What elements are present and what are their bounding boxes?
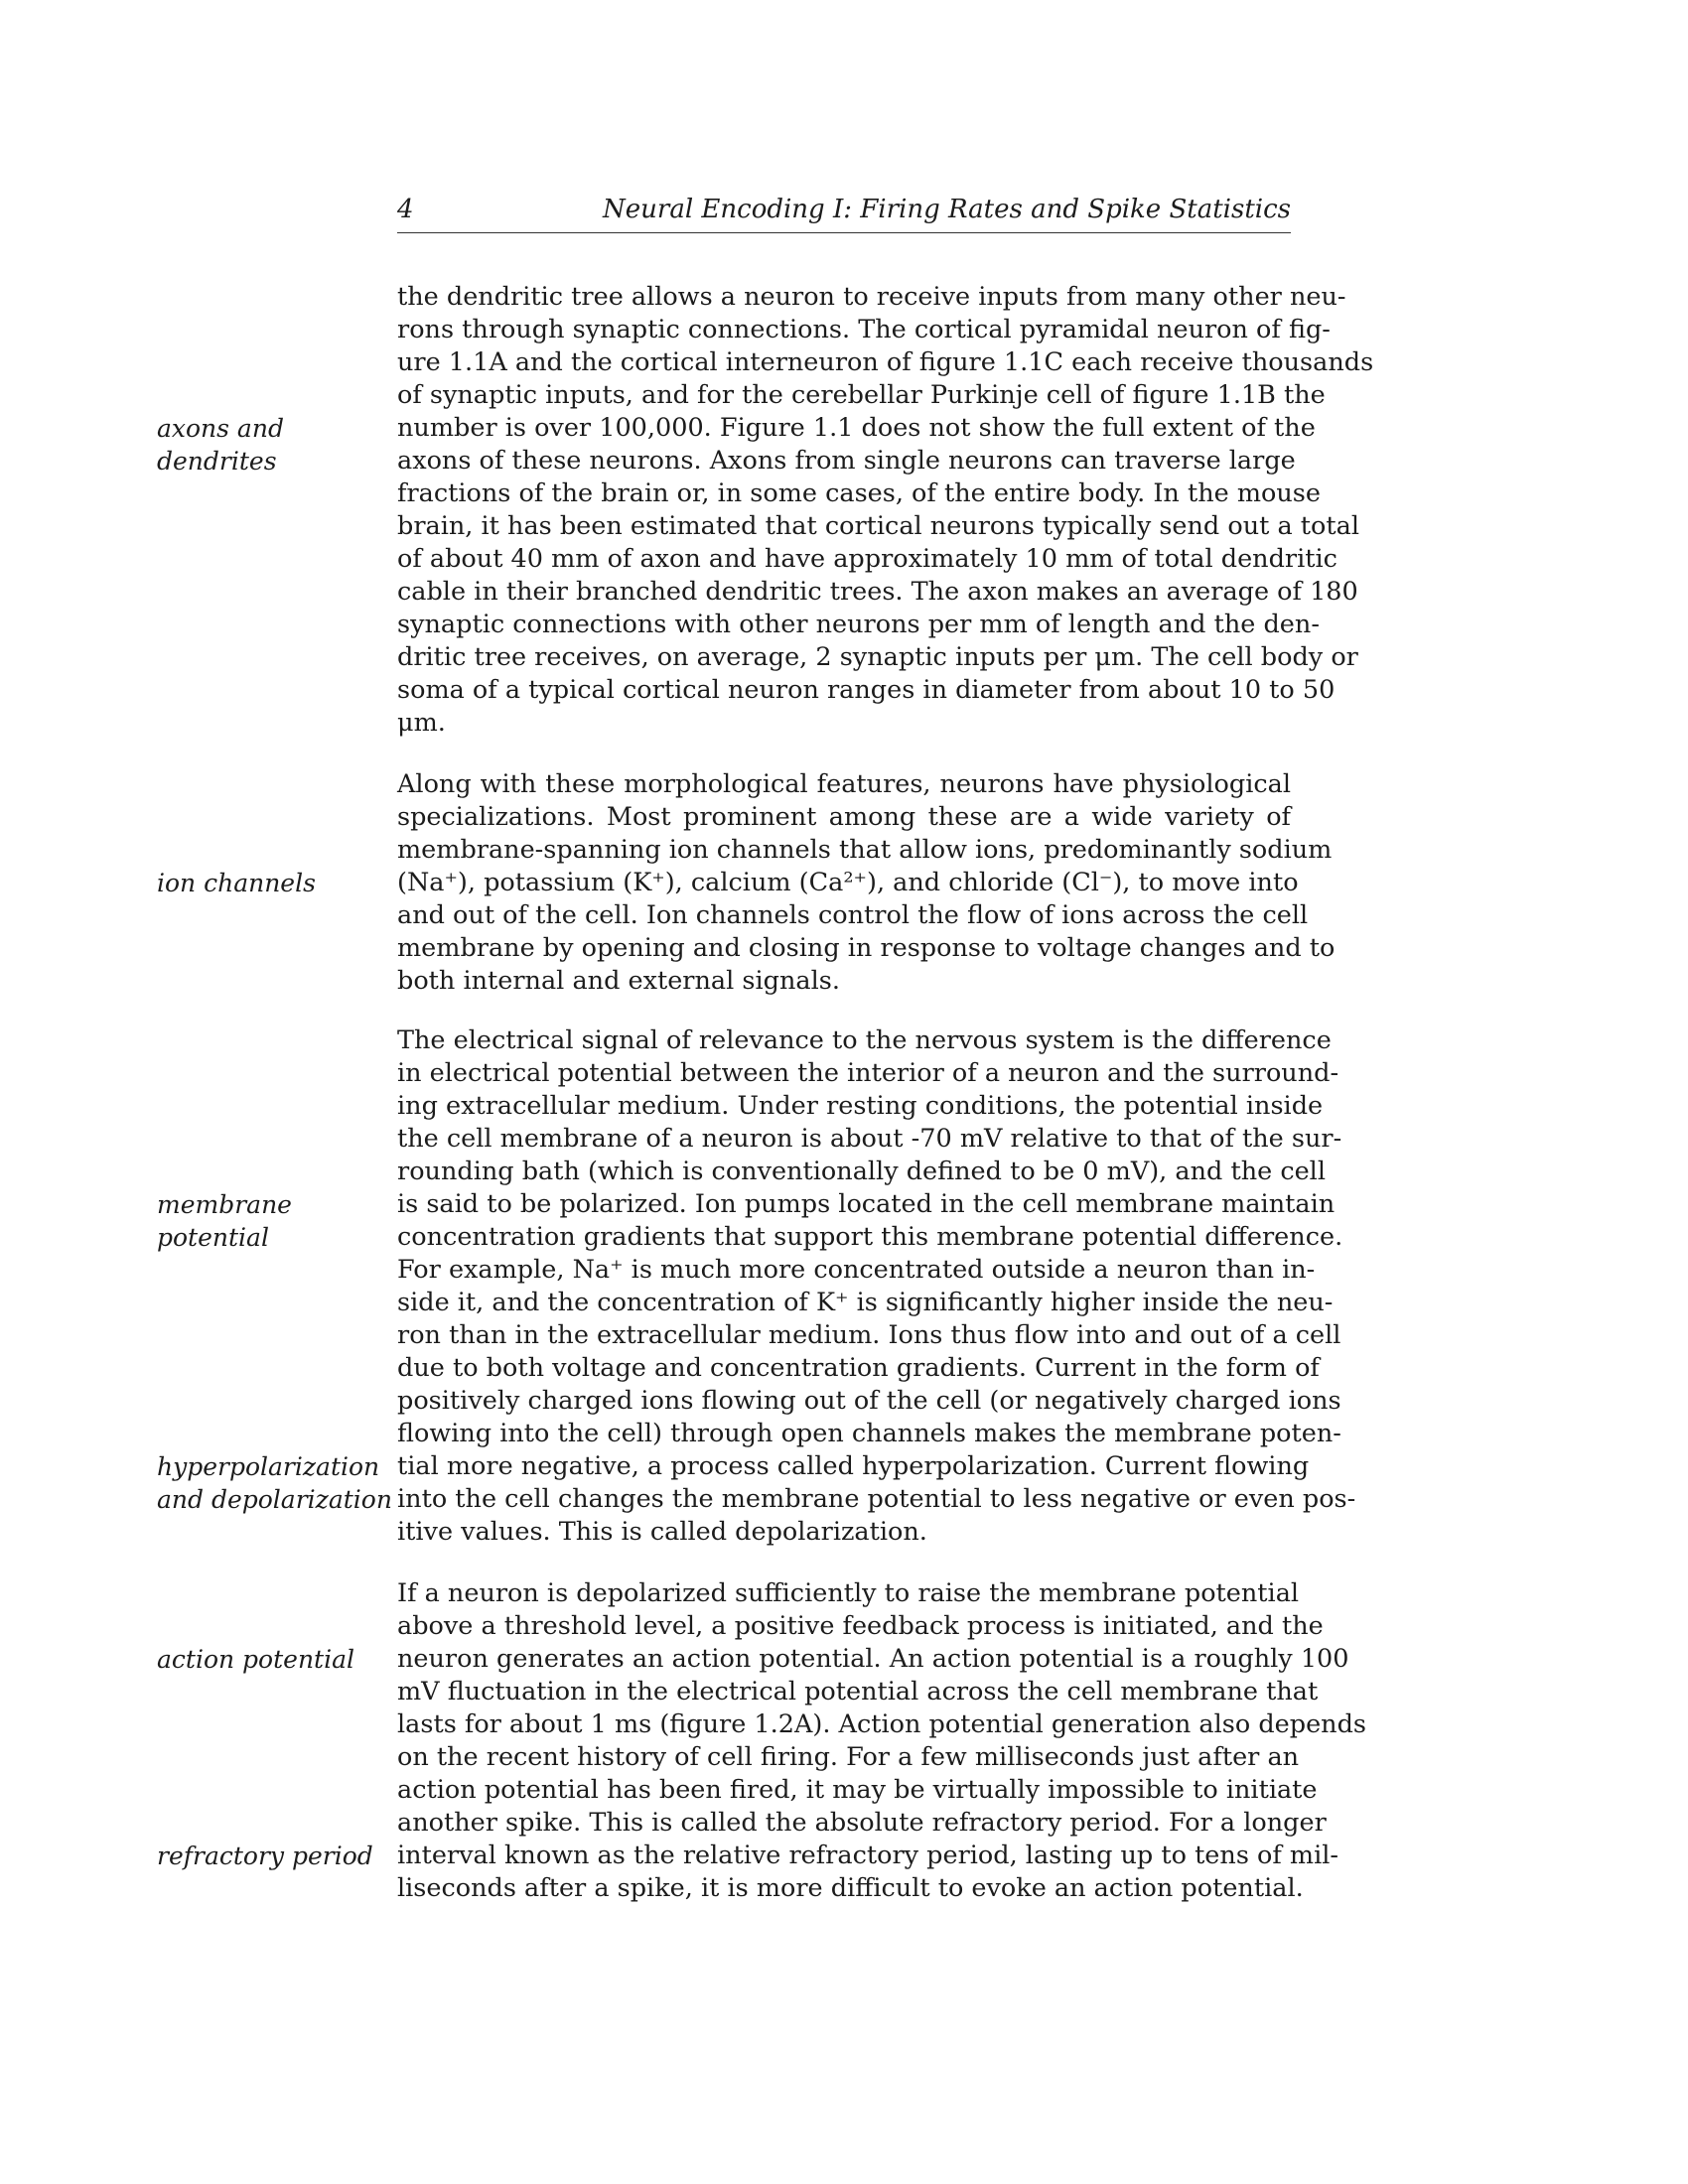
text-line: the dendritic tree allows a neuron to receive inputs from many other neu- <box>397 282 1346 312</box>
text-line: on the recent history of cell firing. For a few milliseconds just after an <box>397 1742 1300 1772</box>
text-line: interval known as the relative refractory period, lasting up to tens of mil- <box>397 1841 1339 1870</box>
text-line: action potential has been fired, it may be virtually impossible to initiate <box>397 1775 1318 1805</box>
margin-note-membrane-potential <box>157 1188 385 1254</box>
margin-note-line: hyperpolarization <box>157 1452 380 1481</box>
margin-note-line: ion channels <box>157 869 316 897</box>
margin-note-line: action potential <box>157 1645 354 1674</box>
text-line: flowing into the cell) through open channels makes the membrane poten- <box>397 1419 1341 1448</box>
text-line: ron than in the extracellular medium. Ions thus flow into and out of a cell <box>397 1320 1341 1350</box>
text-line: tial more negative, a process called hyperpolarization. Current flowing <box>397 1451 1310 1481</box>
text-line: membrane by opening and closing in response to voltage changes and to <box>397 933 1336 963</box>
text-line: fractions of the brain or, in some cases, of the entire body. In the mouse <box>397 478 1321 508</box>
text-line: Along with these morphological features, neurons have physiological <box>397 769 1291 799</box>
margin-note-line: potential <box>157 1223 269 1252</box>
text-line: cable in their branched dendritic trees. The axon makes an average of 180 <box>397 577 1358 607</box>
text-line: is said to be polarized. Ion pumps located in the cell membrane maintain <box>397 1189 1336 1219</box>
margin-note-line: dendrites <box>157 447 277 476</box>
text-line: and out of the cell. Ion channels control the flow of ions across the cell <box>397 900 1309 930</box>
text-line: liseconds after a spike, it is more difficult to evoke an action potential. <box>397 1873 1304 1903</box>
text-line: concentration gradients that support this membrane potential difference. <box>397 1222 1343 1252</box>
margin-note-refractory-period <box>157 1840 385 1872</box>
text-line: of about 40 mm of axon and have approximately 10 mm of total dendritic <box>397 544 1337 574</box>
text-line: brain, it has been estimated that cortical neurons typically send out a total <box>397 511 1359 541</box>
running-title: Neural Encoding I: Firing Rates and Spike Statistics <box>603 195 1291 224</box>
margin-note-axons-dendrites <box>157 412 385 478</box>
text-line: above a threshold level, a positive feedback process is initiated, and the <box>397 1611 1324 1641</box>
text-line: of synaptic inputs, and for the cerebellar Purkinje cell of figure 1.1B the <box>397 380 1326 410</box>
running-header <box>397 195 1291 233</box>
text-line: specializations. Most prominent among these are a wide variety of <box>397 802 1291 832</box>
text-line: another spike. This is called the absolute refractory period. For a longer <box>397 1808 1327 1838</box>
margin-note-ion-channels <box>157 867 385 899</box>
text-line: rounding bath (which is conventionally defined to be 0 mV), and the cell <box>397 1157 1326 1186</box>
text-line: axons of these neurons. Axons from single neurons can traverse large <box>397 446 1296 476</box>
text-line: mV fluctuation in the electrical potential across the cell membrane that <box>397 1677 1319 1706</box>
text-line: in electrical potential between the interior of a neuron and the surround- <box>397 1058 1339 1088</box>
margin-note-line: axons and <box>157 414 284 443</box>
text-line: membrane-spanning ion channels that allow ions, predominantly sodium <box>397 835 1333 865</box>
text-line: lasts for about 1 ms (figure 1.2A). Action potential generation also depends <box>397 1709 1366 1739</box>
text-line: dritic tree receives, on average, 2 synaptic inputs per μm. The cell body or <box>397 642 1358 672</box>
margin-note-line: membrane <box>157 1190 292 1219</box>
text-line: synaptic connections with other neurons per mm of length and the den- <box>397 610 1320 639</box>
text-line: due to both voltage and concentration gradients. Current in the form of <box>397 1353 1320 1383</box>
text-line: positively charged ions flowing out of the cell (or negatively charged ions <box>397 1386 1341 1416</box>
text-line: itive values. This is called depolarization. <box>397 1517 927 1547</box>
text-line: The electrical signal of relevance to the nervous system is the difference <box>397 1025 1332 1055</box>
text-line: side it, and the concentration of K⁺ is significantly higher inside the neu- <box>397 1288 1334 1317</box>
text-line: For example, Na⁺ is much more concentrated outside a neuron than in- <box>397 1255 1316 1285</box>
margin-note-line: refractory period <box>157 1842 373 1870</box>
text-line: ure 1.1A and the cortical interneuron of figure 1.1C each receive thousands <box>397 347 1374 377</box>
margin-note-action-potential <box>157 1643 385 1676</box>
text-line: into the cell changes the membrane potential to less negative or even pos- <box>397 1484 1356 1514</box>
text-line: If a neuron is depolarized sufficiently to raise the membrane potential <box>397 1578 1300 1608</box>
text-line: neuron generates an action potential. An action potential is a roughly 100 <box>397 1644 1349 1674</box>
page-number: 4 <box>397 195 414 224</box>
text-line: soma of a typical cortical neuron ranges in diameter from about 10 to 50 <box>397 675 1336 705</box>
text-line: number is over 100,000. Figure 1.1 does not show the full extent of the <box>397 413 1316 443</box>
text-line: ing extracellular medium. Under resting conditions, the potential inside <box>397 1091 1324 1121</box>
margin-note-hyperpolarization <box>157 1450 392 1516</box>
text-line: (Na⁺), potassium (K⁺), calcium (Ca²⁺), and chloride (Cl⁻), to move into <box>397 868 1299 897</box>
text-line: the cell membrane of a neuron is about -70 mV relative to that of the sur- <box>397 1124 1342 1154</box>
text-line: both internal and external signals. <box>397 966 840 996</box>
margin-note-line: and depolarization <box>157 1485 392 1514</box>
text-line: μm. <box>397 708 446 738</box>
text-line: rons through synaptic connections. The cortical pyramidal neuron of fig- <box>397 315 1331 344</box>
